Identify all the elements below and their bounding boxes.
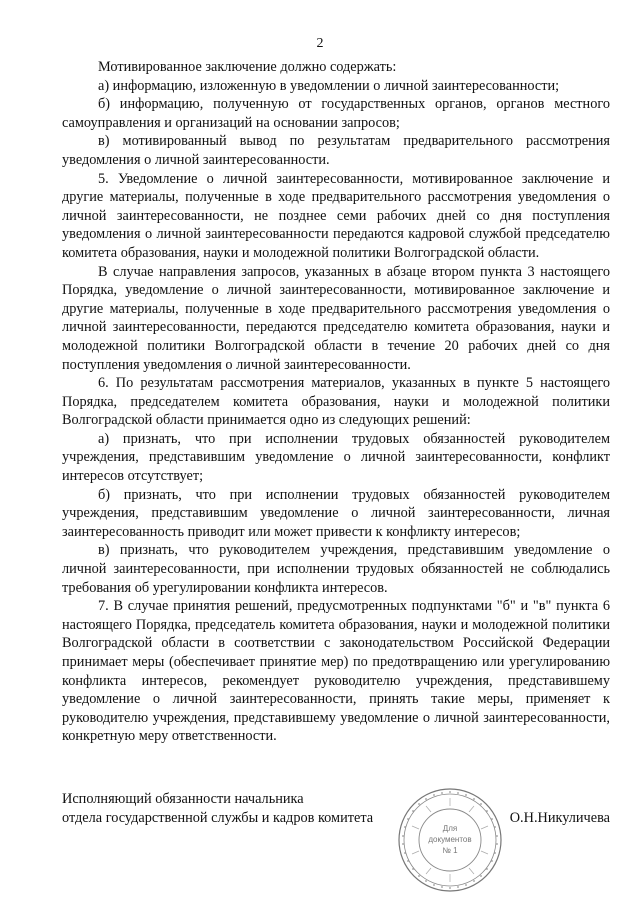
paragraph: Мотивированное заключение должно содержать:	[98, 59, 397, 75]
stamp-seal-icon	[396, 786, 504, 894]
stamp-text: Для	[442, 824, 458, 833]
document-body	[62, 58, 610, 746]
paragraph: 6. По результатам рассмотрения материалов, указанных в пункте 5 настоящего Порядка, председателем комитета образования, науки и молодежной политики Волгоградской области принимается одно из следующих решений:	[62, 375, 610, 429]
paragraph: в) признать, что руководителем учреждения, представившим уведомление о личной заинтересованности, при исполнении трудовых обязанностей не соблюдались требования об урегулировании конфликта интересов.	[62, 542, 610, 596]
official-stamp	[396, 786, 504, 894]
paragraph: 5. Уведомление о личной заинтересованности, мотивированное заключение и другие материалы, полученные в ходе предварительного рассмотрения уведомления о личной заинтересованности, не позднее семи рабочих дней со дня поступления уведомления о личной заинтересованности передаются кадровой службой председателю комитета образования, науки и молодежной политики Волгоградской области.	[62, 170, 610, 261]
stamp-text: № 1	[442, 846, 458, 855]
paragraph: б) информацию, полученную от государственных органов, органов местного самоуправления и организаций на основании запросов;	[62, 96, 610, 131]
paragraph: 7. В случае принятия решений, предусмотренных подпунктами "б" и "в" пункта 6 настоящего Порядка, председатель комитета образования, науки и молодежной политики Волгоградской области в соответствии с законодательством Российской Федерации принимает меры (обеспечивает принятие мер) по предотвращению или урегулированию конфликта интересов, рекомендует руководителю учреждения, представившему уведомление о личной заинтересованности, принять такие меры, применяет к руководителю учреждения, представившему уведомление о личной заинтересованности, конкретную меру ответственности.	[62, 598, 610, 745]
paragraph: б) признать, что при исполнении трудовых обязанностей руководителем учреждения, представившим уведомление о личной заинтересованности, личная заинтересованность приводит или может привести к конфликту интересов;	[62, 486, 610, 540]
signatory-name: О.Н.Никуличева	[509, 809, 610, 826]
stamp-text: документов	[428, 835, 472, 844]
paragraph: а) признать, что при исполнении трудовых обязанностей руководителем учреждения, представившим уведомление о личной заинтересованности, конфликт интересов отсутствует;	[62, 430, 610, 485]
paragraph: а) информацию, изложенную в уведомлении о личной заинтересованности;	[98, 77, 560, 94]
signatory-department: отдела государственной службы и кадров комитета	[62, 809, 374, 826]
signatory-title: Исполняющий обязанности начальника	[62, 791, 304, 807]
signature-block	[62, 790, 610, 827]
paragraph: в) мотивированный вывод по результатам предварительного рассмотрения уведомления о личной заинтересованности.	[62, 133, 610, 168]
paragraph: В случае направления запросов, указанных в абзаце втором пункта 3 настоящего Порядка, уведомление о личной заинтересованности, мотивированное заключение и другие материалы, полученные в ходе предварительного рассмотрения уведомления о личной заинтересованности, передаются председателю комитета образования, науки и молодежной политики Волгоградской области в течение 20 рабочих дней со дня поступления уведомления о личной заинтересованности.	[62, 263, 610, 373]
page-number: 2	[316, 36, 324, 51]
